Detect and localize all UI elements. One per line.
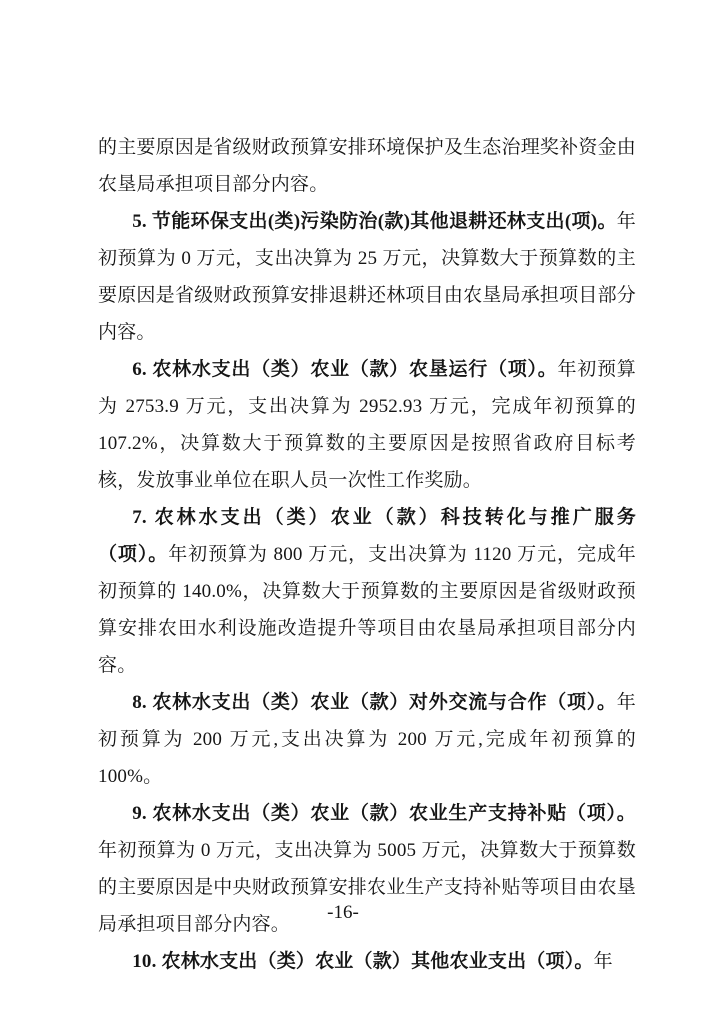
paragraph-run: 年初预算为 800 万元，支出决算为 1120 万元，完成年初预算的 140.0%，决算数大于预算数的主要原因是省级财政预算安排农田水利设施改造提升等项目由农垦局承担项目部分内容。: [98, 544, 636, 676]
paragraph-item-10: [98, 943, 636, 980]
paragraph-run: 年初预算为 0 万元，支出决算为 25 万元，决算数大于预算数的主要原因是省级财政预算安排退耕还林项目由农垦局承担项目部分内容。: [98, 211, 636, 343]
paragraph-heading-run: 6. 农林水支出（类）农业（款）农垦运行（项）。: [132, 359, 558, 380]
paragraph-item-7: [98, 499, 636, 684]
paragraph-heading-run: 10. 农林水支出（类）农业（款）其他农业支出（项）。: [132, 951, 594, 972]
paragraph-continuation: [98, 129, 636, 203]
paragraph-run: 的主要原因是省级财政预算安排环境保护及生态治理奖补资金由农垦局承担项目部分内容。: [98, 137, 636, 195]
paragraph-heading-run: 7. 农林水支出（类）农业（款）科技转化与推广服务（项）。: [98, 507, 636, 565]
paragraph-heading-run: 9. 农林水支出（类）农业（款）农业生产支持补贴（项）。: [132, 803, 636, 824]
paragraph-run: 年初预算为 2753.9 万元，支出决算为 2952.93 万元，完成年初预算的 107.2%，决算数大于预算数的主要原因是按照省政府目标考核，发放事业单位在职人员一次性工作奖励。: [98, 359, 636, 491]
paragraph-item-8: [98, 684, 636, 795]
paragraph-heading-run: 8. 农林水支出（类）农业（款）对外交流与合作（项）。: [132, 692, 617, 713]
page-number: -16-: [327, 902, 359, 923]
paragraph-run: 年初预算为 200 万元,支出决算为 200 万元,完成年初预算的 100%。: [98, 692, 636, 787]
paragraph-item-5: [98, 203, 636, 351]
document-body: [98, 129, 636, 980]
paragraph-heading-run: 5. 节能环保支出(类)污染防治(款)其他退耕还林支出(项)。: [132, 211, 617, 232]
paragraph-run: 年: [593, 951, 613, 972]
paragraph-item-6: [98, 351, 636, 499]
paragraph-run: 年初预算为 0 万元，支出决算为 5005 万元，决算数大于预算数的主要原因是中央财政预算安排农业生产支持补贴等项目由农垦局承担项目部分内容。: [98, 840, 636, 935]
